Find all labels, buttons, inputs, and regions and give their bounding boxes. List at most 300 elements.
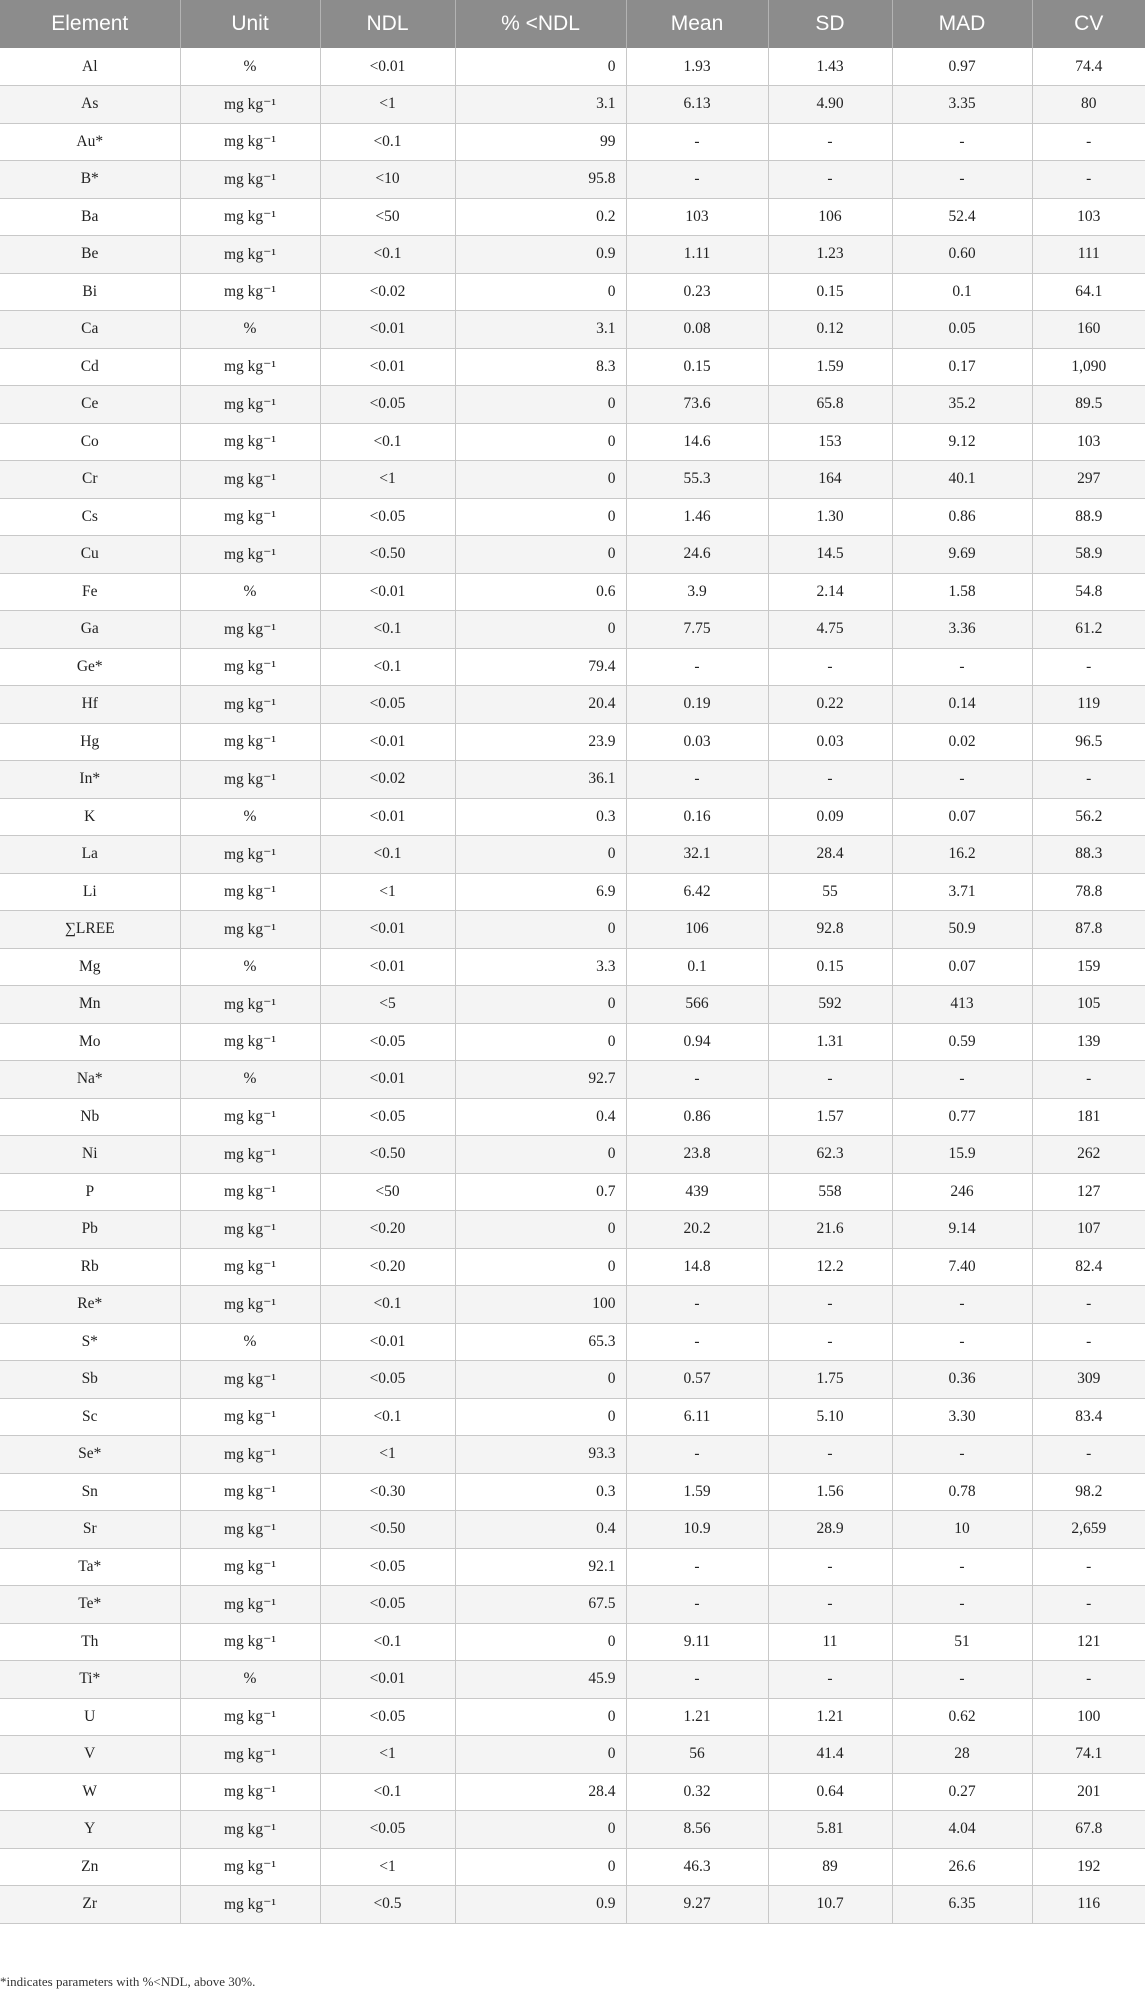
unit-cell: mg kg⁻¹ bbox=[180, 836, 320, 874]
unit-cell: mg kg⁻¹ bbox=[180, 1848, 320, 1886]
percent-below-ndl-cell: 0.3 bbox=[455, 798, 626, 836]
percent-below-ndl-cell: 8.3 bbox=[455, 348, 626, 386]
ndl-cell: <0.1 bbox=[320, 1398, 455, 1436]
element-cell: In* bbox=[0, 761, 180, 799]
unit-cell: mg kg⁻¹ bbox=[180, 423, 320, 461]
mean-cell: 24.6 bbox=[626, 536, 768, 574]
percent-below-ndl-cell: 36.1 bbox=[455, 761, 626, 799]
mean-cell: - bbox=[626, 1661, 768, 1699]
percent-below-ndl-cell: 45.9 bbox=[455, 1661, 626, 1699]
cv-cell: 116 bbox=[1032, 1886, 1145, 1924]
mean-cell: 8.56 bbox=[626, 1811, 768, 1849]
percent-below-ndl-cell: 0.3 bbox=[455, 1473, 626, 1511]
element-cell: Ca bbox=[0, 311, 180, 349]
column-header-mean: Mean bbox=[626, 0, 768, 48]
element-cell: V bbox=[0, 1736, 180, 1774]
mean-cell: 20.2 bbox=[626, 1211, 768, 1249]
element-cell: Sc bbox=[0, 1398, 180, 1436]
cv-cell: 127 bbox=[1032, 1173, 1145, 1211]
table-row bbox=[0, 498, 1145, 536]
percent-below-ndl-cell: 0 bbox=[455, 1211, 626, 1249]
cv-cell: - bbox=[1032, 1061, 1145, 1099]
element-cell: Li bbox=[0, 873, 180, 911]
element-cell: Sb bbox=[0, 1361, 180, 1399]
table-row bbox=[0, 1623, 1145, 1661]
cv-cell: 64.1 bbox=[1032, 273, 1145, 311]
element-cell: Y bbox=[0, 1811, 180, 1849]
mad-cell: 3.35 bbox=[892, 86, 1032, 124]
cv-cell: 262 bbox=[1032, 1136, 1145, 1174]
mean-cell: 566 bbox=[626, 986, 768, 1024]
mad-cell: 0.17 bbox=[892, 348, 1032, 386]
element-cell: Hg bbox=[0, 723, 180, 761]
element-cell: La bbox=[0, 836, 180, 874]
sd-cell: - bbox=[768, 648, 892, 686]
element-cell: Cu bbox=[0, 536, 180, 574]
sd-cell: 11 bbox=[768, 1623, 892, 1661]
percent-below-ndl-cell: 0 bbox=[455, 1623, 626, 1661]
cv-cell: 160 bbox=[1032, 311, 1145, 349]
mad-cell: 0.59 bbox=[892, 1023, 1032, 1061]
mean-cell: 0.03 bbox=[626, 723, 768, 761]
table-row bbox=[0, 986, 1145, 1024]
unit-cell: mg kg⁻¹ bbox=[180, 1773, 320, 1811]
cv-cell: 121 bbox=[1032, 1623, 1145, 1661]
element-cell: Pb bbox=[0, 1211, 180, 1249]
unit-cell: mg kg⁻¹ bbox=[180, 873, 320, 911]
ndl-cell: <50 bbox=[320, 1173, 455, 1211]
percent-below-ndl-cell: 23.9 bbox=[455, 723, 626, 761]
percent-below-ndl-cell: 0.2 bbox=[455, 198, 626, 236]
mean-cell: 0.32 bbox=[626, 1773, 768, 1811]
mad-cell: - bbox=[892, 1436, 1032, 1474]
sd-cell: 0.15 bbox=[768, 273, 892, 311]
mad-cell: 0.05 bbox=[892, 311, 1032, 349]
unit-cell: % bbox=[180, 948, 320, 986]
unit-cell: mg kg⁻¹ bbox=[180, 1473, 320, 1511]
ndl-cell: <0.05 bbox=[320, 1361, 455, 1399]
mean-cell: 439 bbox=[626, 1173, 768, 1211]
cv-cell: 87.8 bbox=[1032, 911, 1145, 949]
percent-below-ndl-cell: 0.6 bbox=[455, 573, 626, 611]
cv-cell: 1,090 bbox=[1032, 348, 1145, 386]
table-row bbox=[0, 1661, 1145, 1699]
ndl-cell: <1 bbox=[320, 461, 455, 499]
element-cell: Zr bbox=[0, 1886, 180, 1924]
element-cell: B* bbox=[0, 161, 180, 199]
ndl-cell: <0.05 bbox=[320, 1548, 455, 1586]
sd-cell: - bbox=[768, 1586, 892, 1624]
sd-cell: 0.15 bbox=[768, 948, 892, 986]
unit-cell: mg kg⁻¹ bbox=[180, 1623, 320, 1661]
mad-cell: 52.4 bbox=[892, 198, 1032, 236]
percent-below-ndl-cell: 0.9 bbox=[455, 236, 626, 274]
mean-cell: 56 bbox=[626, 1736, 768, 1774]
cv-cell: 297 bbox=[1032, 461, 1145, 499]
mean-cell: 7.75 bbox=[626, 611, 768, 649]
mad-cell: 0.14 bbox=[892, 686, 1032, 724]
element-cell: Cr bbox=[0, 461, 180, 499]
table-row bbox=[0, 1061, 1145, 1099]
element-cell: Ga bbox=[0, 611, 180, 649]
table-row bbox=[0, 1473, 1145, 1511]
element-cell: Cd bbox=[0, 348, 180, 386]
table-row bbox=[0, 1248, 1145, 1286]
sd-cell: 65.8 bbox=[768, 386, 892, 424]
table-footnote: *indicates parameters with %<NDL, above 30%. bbox=[0, 1974, 256, 1989]
unit-cell: mg kg⁻¹ bbox=[180, 386, 320, 424]
cv-cell: 111 bbox=[1032, 236, 1145, 274]
element-cell: K bbox=[0, 798, 180, 836]
sd-cell: 1.21 bbox=[768, 1698, 892, 1736]
table-row bbox=[0, 723, 1145, 761]
column-header-mad: MAD bbox=[892, 0, 1032, 48]
ndl-cell: <0.01 bbox=[320, 911, 455, 949]
mean-cell: 3.9 bbox=[626, 573, 768, 611]
table-row bbox=[0, 348, 1145, 386]
unit-cell: mg kg⁻¹ bbox=[180, 1586, 320, 1624]
cv-cell: 74.4 bbox=[1032, 48, 1145, 86]
cv-cell: 181 bbox=[1032, 1098, 1145, 1136]
sd-cell: 1.31 bbox=[768, 1023, 892, 1061]
table-row bbox=[0, 198, 1145, 236]
mad-cell: 50.9 bbox=[892, 911, 1032, 949]
ndl-cell: <0.1 bbox=[320, 648, 455, 686]
element-cell: Bi bbox=[0, 273, 180, 311]
ndl-cell: <0.05 bbox=[320, 386, 455, 424]
mad-cell: 3.30 bbox=[892, 1398, 1032, 1436]
table-row bbox=[0, 1323, 1145, 1361]
element-cell: Zn bbox=[0, 1848, 180, 1886]
mean-cell: - bbox=[626, 123, 768, 161]
ndl-cell: <0.02 bbox=[320, 273, 455, 311]
ndl-cell: <0.1 bbox=[320, 423, 455, 461]
element-cell: Al bbox=[0, 48, 180, 86]
ndl-cell: <0.01 bbox=[320, 723, 455, 761]
percent-below-ndl-cell: 0 bbox=[455, 1848, 626, 1886]
element-cell: Th bbox=[0, 1623, 180, 1661]
mean-cell: 73.6 bbox=[626, 386, 768, 424]
percent-below-ndl-cell: 0 bbox=[455, 1361, 626, 1399]
cv-cell: - bbox=[1032, 1548, 1145, 1586]
cv-cell: - bbox=[1032, 1436, 1145, 1474]
percent-below-ndl-cell: 0 bbox=[455, 1736, 626, 1774]
unit-cell: mg kg⁻¹ bbox=[180, 348, 320, 386]
sd-cell: 0.09 bbox=[768, 798, 892, 836]
mad-cell: 15.9 bbox=[892, 1136, 1032, 1174]
table-row bbox=[0, 1361, 1145, 1399]
percent-below-ndl-cell: 67.5 bbox=[455, 1586, 626, 1624]
element-cell: Ba bbox=[0, 198, 180, 236]
mean-cell: - bbox=[626, 1286, 768, 1324]
element-cell: Ta* bbox=[0, 1548, 180, 1586]
ndl-cell: <0.20 bbox=[320, 1248, 455, 1286]
sd-cell: 89 bbox=[768, 1848, 892, 1886]
sd-cell: 1.75 bbox=[768, 1361, 892, 1399]
mad-cell: 3.71 bbox=[892, 873, 1032, 911]
sd-cell: - bbox=[768, 1061, 892, 1099]
mad-cell: 0.1 bbox=[892, 273, 1032, 311]
mean-cell: 0.15 bbox=[626, 348, 768, 386]
mad-cell: 0.60 bbox=[892, 236, 1032, 274]
percent-below-ndl-cell: 99 bbox=[455, 123, 626, 161]
percent-below-ndl-cell: 3.1 bbox=[455, 86, 626, 124]
mean-cell: 14.8 bbox=[626, 1248, 768, 1286]
cv-cell: 78.8 bbox=[1032, 873, 1145, 911]
column-header-percent-below-ndl: % <NDL bbox=[455, 0, 626, 48]
table-row bbox=[0, 1436, 1145, 1474]
mean-cell: 9.11 bbox=[626, 1623, 768, 1661]
table-row bbox=[0, 611, 1145, 649]
percent-below-ndl-cell: 0.9 bbox=[455, 1886, 626, 1924]
mean-cell: 0.23 bbox=[626, 273, 768, 311]
element-cell: S* bbox=[0, 1323, 180, 1361]
unit-cell: mg kg⁻¹ bbox=[180, 1436, 320, 1474]
cv-cell: 103 bbox=[1032, 423, 1145, 461]
sd-cell: 21.6 bbox=[768, 1211, 892, 1249]
cv-cell: 83.4 bbox=[1032, 1398, 1145, 1436]
percent-below-ndl-cell: 20.4 bbox=[455, 686, 626, 724]
ndl-cell: <5 bbox=[320, 986, 455, 1024]
ndl-cell: <0.05 bbox=[320, 498, 455, 536]
ndl-cell: <0.05 bbox=[320, 686, 455, 724]
table-row bbox=[0, 1173, 1145, 1211]
sd-cell: - bbox=[768, 1436, 892, 1474]
sd-cell: 4.75 bbox=[768, 611, 892, 649]
mean-cell: - bbox=[626, 1436, 768, 1474]
unit-cell: mg kg⁻¹ bbox=[180, 1361, 320, 1399]
mad-cell: - bbox=[892, 1548, 1032, 1586]
table-row bbox=[0, 798, 1145, 836]
mad-cell: 0.97 bbox=[892, 48, 1032, 86]
sd-cell: 5.10 bbox=[768, 1398, 892, 1436]
table-row bbox=[0, 1511, 1145, 1549]
mad-cell: 0.27 bbox=[892, 1773, 1032, 1811]
unit-cell: % bbox=[180, 1323, 320, 1361]
sd-cell: 1.59 bbox=[768, 348, 892, 386]
cv-cell: 103 bbox=[1032, 198, 1145, 236]
percent-below-ndl-cell: 28.4 bbox=[455, 1773, 626, 1811]
element-cell: Mo bbox=[0, 1023, 180, 1061]
table-row bbox=[0, 461, 1145, 499]
unit-cell: mg kg⁻¹ bbox=[180, 1098, 320, 1136]
cv-cell: 89.5 bbox=[1032, 386, 1145, 424]
unit-cell: mg kg⁻¹ bbox=[180, 1548, 320, 1586]
ndl-cell: <1 bbox=[320, 873, 455, 911]
element-cell: Be bbox=[0, 236, 180, 274]
unit-cell: mg kg⁻¹ bbox=[180, 723, 320, 761]
cv-cell: 82.4 bbox=[1032, 1248, 1145, 1286]
mad-cell: 0.77 bbox=[892, 1098, 1032, 1136]
table-row bbox=[0, 311, 1145, 349]
cv-cell: 96.5 bbox=[1032, 723, 1145, 761]
mean-cell: 1.46 bbox=[626, 498, 768, 536]
unit-cell: % bbox=[180, 1661, 320, 1699]
cv-cell: 139 bbox=[1032, 1023, 1145, 1061]
cv-cell: - bbox=[1032, 1661, 1145, 1699]
mean-cell: 1.21 bbox=[626, 1698, 768, 1736]
percent-below-ndl-cell: 95.8 bbox=[455, 161, 626, 199]
mad-cell: - bbox=[892, 1586, 1032, 1624]
mad-cell: 4.04 bbox=[892, 1811, 1032, 1849]
table-row bbox=[0, 948, 1145, 986]
element-cell: U bbox=[0, 1698, 180, 1736]
sd-cell: 1.30 bbox=[768, 498, 892, 536]
sd-cell: 2.14 bbox=[768, 573, 892, 611]
table-row bbox=[0, 1848, 1145, 1886]
ndl-cell: <0.1 bbox=[320, 611, 455, 649]
sd-cell: 153 bbox=[768, 423, 892, 461]
cv-cell: - bbox=[1032, 648, 1145, 686]
mean-cell: 32.1 bbox=[626, 836, 768, 874]
table-row bbox=[0, 1548, 1145, 1586]
table-row bbox=[0, 423, 1145, 461]
sd-cell: 1.57 bbox=[768, 1098, 892, 1136]
ndl-cell: <0.01 bbox=[320, 348, 455, 386]
unit-cell: mg kg⁻¹ bbox=[180, 236, 320, 274]
mad-cell: 0.07 bbox=[892, 948, 1032, 986]
mean-cell: 0.16 bbox=[626, 798, 768, 836]
ndl-cell: <1 bbox=[320, 1736, 455, 1774]
ndl-cell: <10 bbox=[320, 161, 455, 199]
mean-cell: 6.42 bbox=[626, 873, 768, 911]
cv-cell: 88.9 bbox=[1032, 498, 1145, 536]
table-row bbox=[0, 836, 1145, 874]
mad-cell: 9.12 bbox=[892, 423, 1032, 461]
unit-cell: mg kg⁻¹ bbox=[180, 123, 320, 161]
mad-cell: 10 bbox=[892, 1511, 1032, 1549]
mean-cell: 0.57 bbox=[626, 1361, 768, 1399]
cv-cell: 67.8 bbox=[1032, 1811, 1145, 1849]
table-row bbox=[0, 236, 1145, 274]
cv-cell: 107 bbox=[1032, 1211, 1145, 1249]
ndl-cell: <0.50 bbox=[320, 1136, 455, 1174]
mean-cell: 9.27 bbox=[626, 1886, 768, 1924]
ndl-cell: <0.02 bbox=[320, 761, 455, 799]
percent-below-ndl-cell: 0 bbox=[455, 1698, 626, 1736]
cv-cell: 105 bbox=[1032, 986, 1145, 1024]
sd-cell: 4.90 bbox=[768, 86, 892, 124]
table-row bbox=[0, 1586, 1145, 1624]
sd-cell: 106 bbox=[768, 198, 892, 236]
unit-cell: mg kg⁻¹ bbox=[180, 911, 320, 949]
mad-cell: 51 bbox=[892, 1623, 1032, 1661]
mean-cell: 55.3 bbox=[626, 461, 768, 499]
element-cell: W bbox=[0, 1773, 180, 1811]
percent-below-ndl-cell: 0 bbox=[455, 911, 626, 949]
mad-cell: 16.2 bbox=[892, 836, 1032, 874]
column-header-sd: SD bbox=[768, 0, 892, 48]
mean-cell: - bbox=[626, 761, 768, 799]
sd-cell: 92.8 bbox=[768, 911, 892, 949]
sd-cell: 0.12 bbox=[768, 311, 892, 349]
table-body bbox=[0, 48, 1145, 1923]
mad-cell: 9.14 bbox=[892, 1211, 1032, 1249]
column-header-ndl: NDL bbox=[320, 0, 455, 48]
mean-cell: 0.94 bbox=[626, 1023, 768, 1061]
table-row bbox=[0, 123, 1145, 161]
ndl-cell: <0.05 bbox=[320, 1586, 455, 1624]
mean-cell: 103 bbox=[626, 198, 768, 236]
cv-cell: - bbox=[1032, 161, 1145, 199]
cv-cell: 201 bbox=[1032, 1773, 1145, 1811]
ndl-cell: <0.1 bbox=[320, 236, 455, 274]
mad-cell: 246 bbox=[892, 1173, 1032, 1211]
ndl-cell: <0.05 bbox=[320, 1811, 455, 1849]
element-cell: Mn bbox=[0, 986, 180, 1024]
percent-below-ndl-cell: 0 bbox=[455, 48, 626, 86]
mad-cell: 413 bbox=[892, 986, 1032, 1024]
mean-cell: 106 bbox=[626, 911, 768, 949]
unit-cell: mg kg⁻¹ bbox=[180, 1398, 320, 1436]
mad-cell: - bbox=[892, 1323, 1032, 1361]
unit-cell: mg kg⁻¹ bbox=[180, 198, 320, 236]
sd-cell: - bbox=[768, 761, 892, 799]
percent-below-ndl-cell: 100 bbox=[455, 1286, 626, 1324]
ndl-cell: <0.1 bbox=[320, 1623, 455, 1661]
ndl-cell: <1 bbox=[320, 1436, 455, 1474]
percent-below-ndl-cell: 0 bbox=[455, 1023, 626, 1061]
mean-cell: 10.9 bbox=[626, 1511, 768, 1549]
unit-cell: mg kg⁻¹ bbox=[180, 1136, 320, 1174]
table-row bbox=[0, 1398, 1145, 1436]
mad-cell: 9.69 bbox=[892, 536, 1032, 574]
table-row bbox=[0, 873, 1145, 911]
element-cell: Ce bbox=[0, 386, 180, 424]
element-cell: Fe bbox=[0, 573, 180, 611]
column-header-cv: CV bbox=[1032, 0, 1145, 48]
percent-below-ndl-cell: 0 bbox=[455, 1248, 626, 1286]
ndl-cell: <1 bbox=[320, 86, 455, 124]
table-row bbox=[0, 1023, 1145, 1061]
element-cell: Rb bbox=[0, 1248, 180, 1286]
ndl-cell: <1 bbox=[320, 1848, 455, 1886]
table-row bbox=[0, 1698, 1145, 1736]
mean-cell: 1.11 bbox=[626, 236, 768, 274]
percent-below-ndl-cell: 0 bbox=[455, 536, 626, 574]
sd-cell: 28.4 bbox=[768, 836, 892, 874]
unit-cell: % bbox=[180, 798, 320, 836]
percent-below-ndl-cell: 0.4 bbox=[455, 1098, 626, 1136]
table-header-row bbox=[0, 0, 1145, 48]
sd-cell: 592 bbox=[768, 986, 892, 1024]
percent-below-ndl-cell: 0.7 bbox=[455, 1173, 626, 1211]
sd-cell: 12.2 bbox=[768, 1248, 892, 1286]
mean-cell: 0.86 bbox=[626, 1098, 768, 1136]
element-cell: Nb bbox=[0, 1098, 180, 1136]
mean-cell: 1.93 bbox=[626, 48, 768, 86]
element-cell: Mg bbox=[0, 948, 180, 986]
element-cell: Re* bbox=[0, 1286, 180, 1324]
ndl-cell: <0.05 bbox=[320, 1023, 455, 1061]
mean-cell: - bbox=[626, 1061, 768, 1099]
percent-below-ndl-cell: 0 bbox=[455, 386, 626, 424]
cv-cell: 74.1 bbox=[1032, 1736, 1145, 1774]
table-row bbox=[0, 48, 1145, 86]
percent-below-ndl-cell: 0 bbox=[455, 986, 626, 1024]
mean-cell: 23.8 bbox=[626, 1136, 768, 1174]
ndl-cell: <0.01 bbox=[320, 1661, 455, 1699]
cv-cell: 159 bbox=[1032, 948, 1145, 986]
mean-cell: - bbox=[626, 161, 768, 199]
mean-cell: 46.3 bbox=[626, 1848, 768, 1886]
sd-cell: 55 bbox=[768, 873, 892, 911]
unit-cell: mg kg⁻¹ bbox=[180, 536, 320, 574]
ndl-cell: <0.01 bbox=[320, 948, 455, 986]
cv-cell: - bbox=[1032, 1323, 1145, 1361]
sd-cell: 14.5 bbox=[768, 536, 892, 574]
cv-cell: 192 bbox=[1032, 1848, 1145, 1886]
